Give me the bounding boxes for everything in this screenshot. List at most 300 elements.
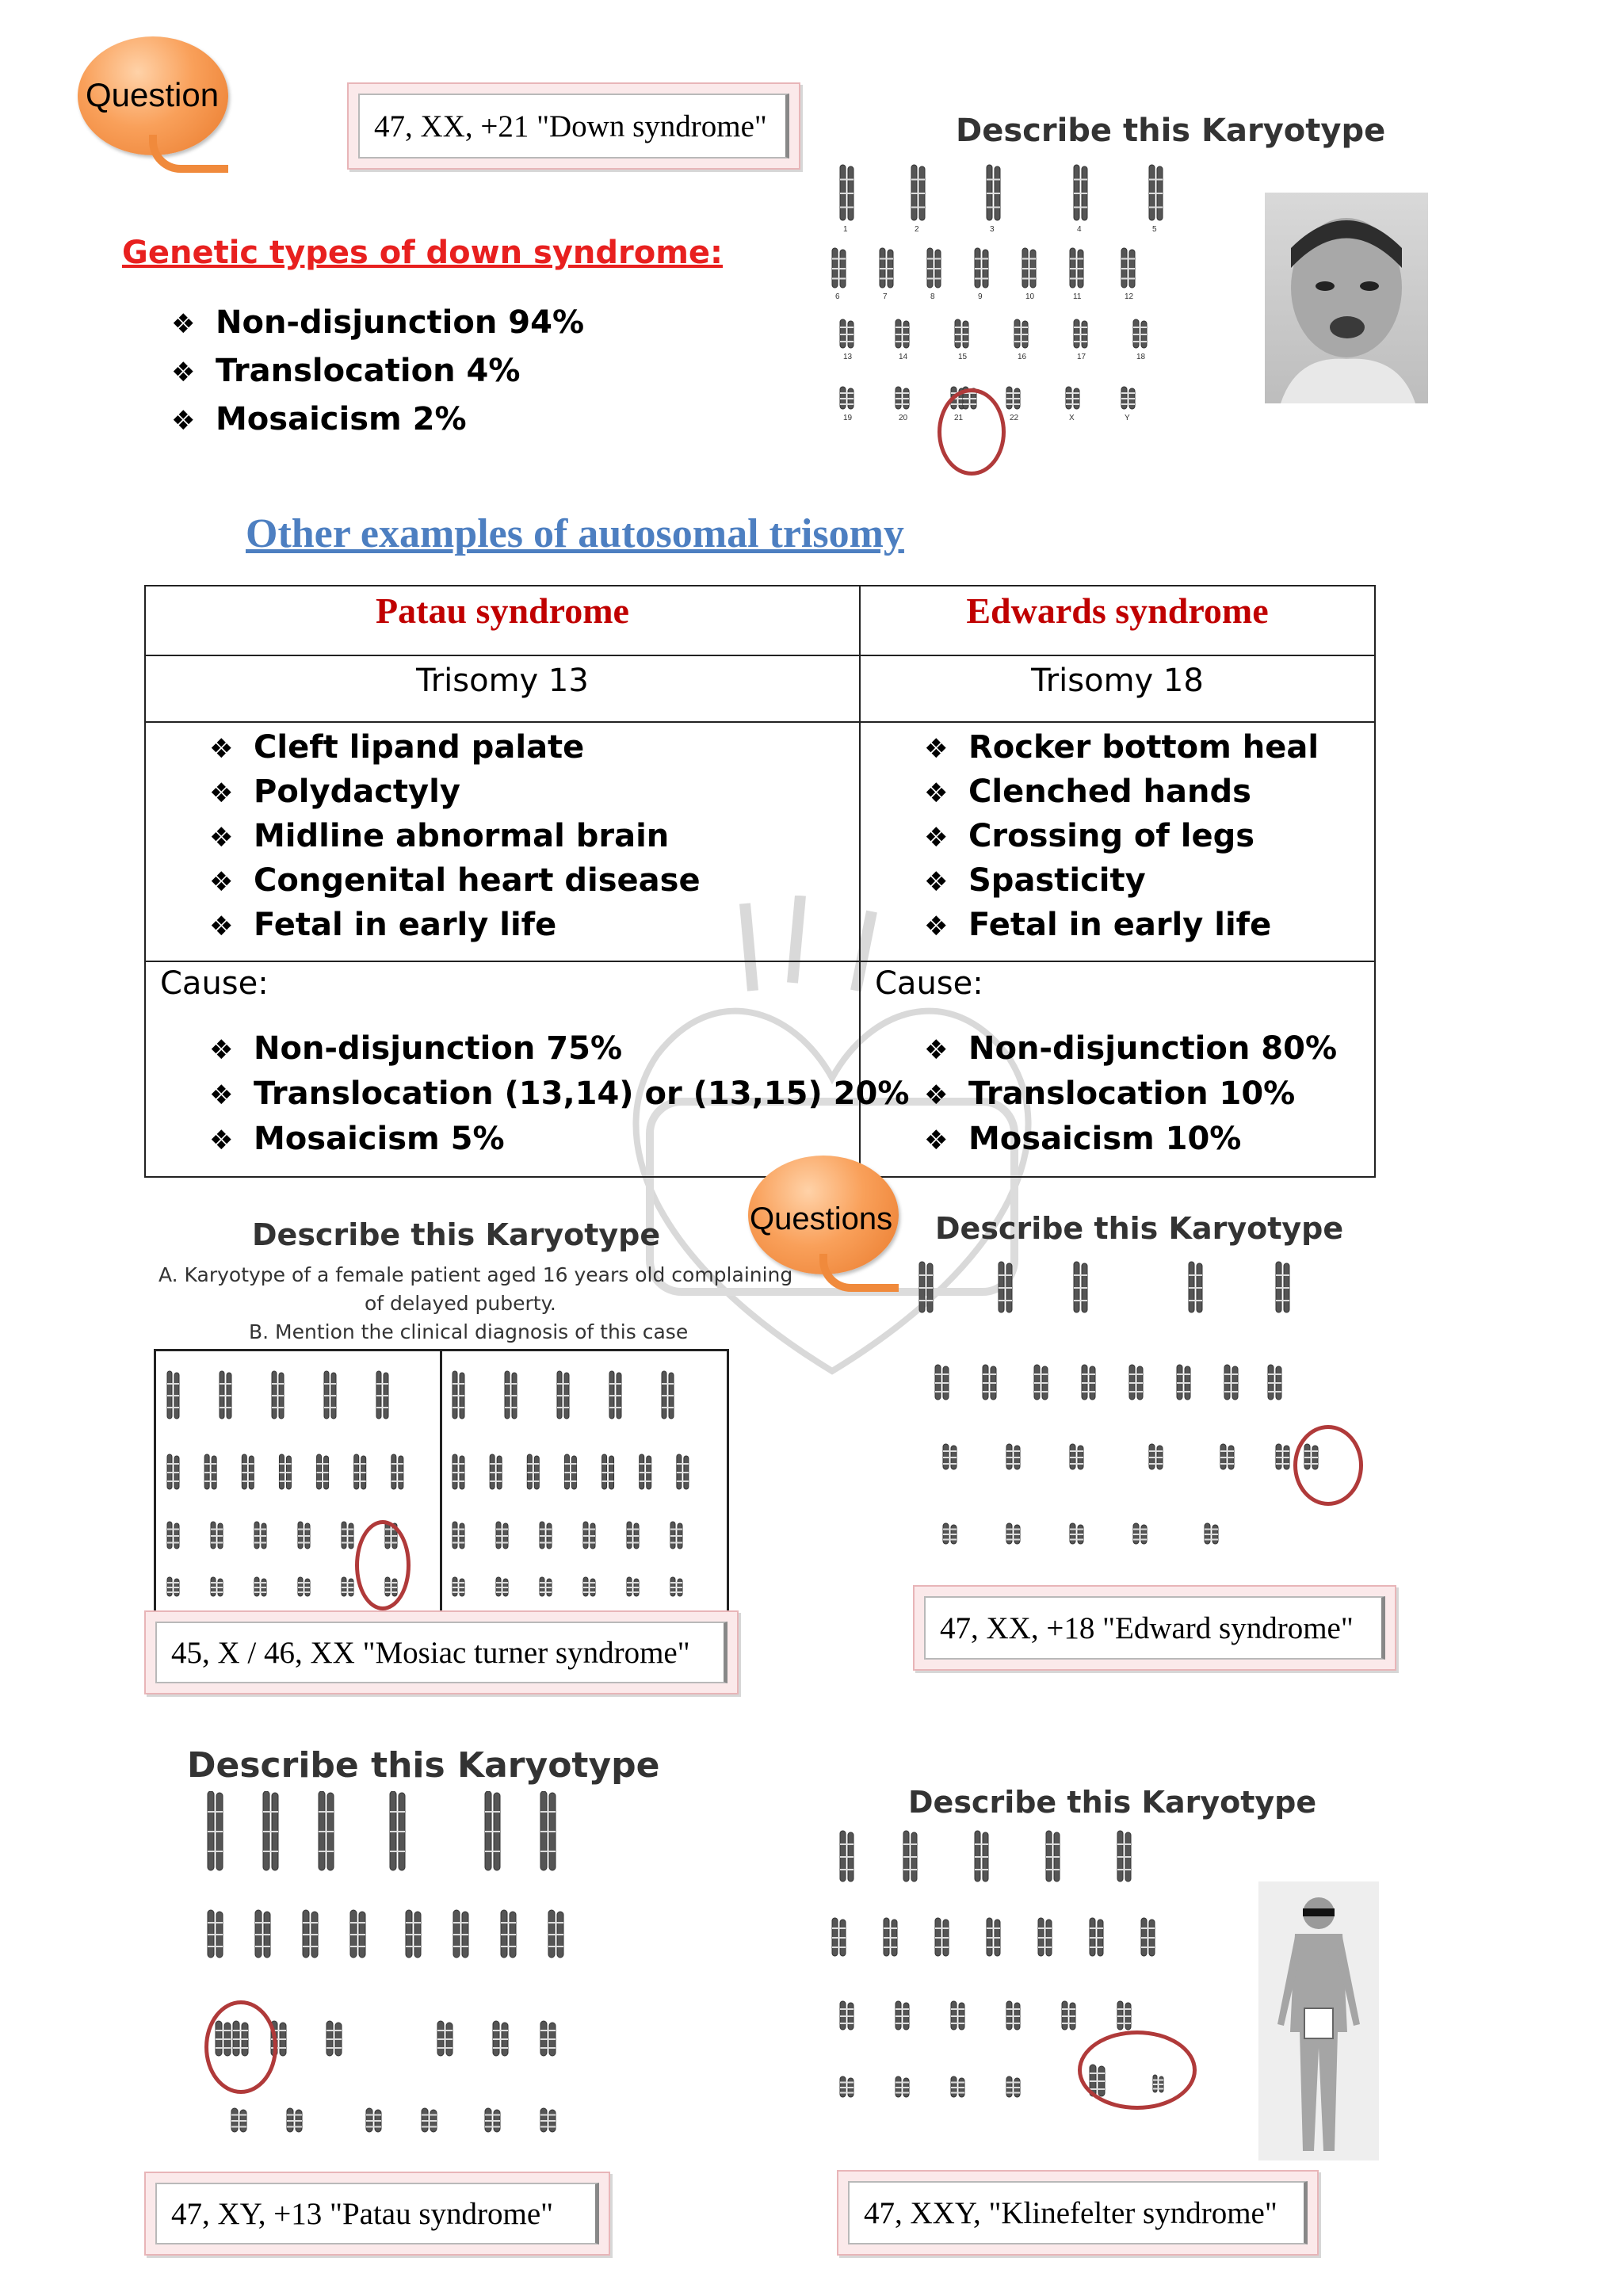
bullet-icon: ❖: [209, 1125, 234, 1156]
chromosome-band: [422, 2120, 437, 2122]
chromosome-band: [208, 1922, 223, 1924]
chromosome-band: [1133, 1534, 1147, 1535]
chromosome-band: [884, 1927, 897, 1929]
karyotype-image-turner: [154, 1349, 729, 1615]
chromosome-number-label: 14: [899, 353, 908, 361]
chromosome-band: [903, 1843, 917, 1845]
chromosome-band: [242, 1463, 254, 1465]
chromosome-band: [640, 1480, 651, 1482]
chromosome-band: [540, 1529, 552, 1530]
chromosome-band: [602, 1472, 614, 1473]
chromosome-band: [327, 2030, 342, 2031]
chromosome-band: [496, 1529, 508, 1530]
chromosome-band: [279, 1480, 291, 1482]
chromosome-band: [935, 1927, 949, 1929]
chromosome-band: [1006, 2087, 1020, 2088]
chromosome-band: [662, 1407, 674, 1408]
chromosome-band: [350, 1946, 365, 1947]
chromosome-band: [670, 1591, 682, 1593]
chromosome-band: [298, 1535, 310, 1537]
chromosome-band: [1121, 268, 1135, 269]
list-item: ❖ Mosaicism 2%: [171, 396, 584, 445]
chromosome-band: [840, 2008, 854, 2010]
chromosome-number-label: 22: [1010, 414, 1019, 422]
list-item: ❖ Clenched hands: [924, 770, 1319, 815]
chromosome-band: [1121, 278, 1135, 280]
answer-box-patau: [144, 2172, 610, 2256]
chromosome-band: [493, 2038, 508, 2040]
chromosome-band: [540, 1831, 556, 1832]
chromosome-band: [540, 2120, 556, 2122]
chromosome-band: [1062, 2008, 1075, 2010]
chromosome-band: [167, 1395, 179, 1396]
chromosome-band: [640, 1472, 651, 1473]
chromosome-band: [903, 1856, 917, 1858]
chromosome-band: [540, 1591, 552, 1593]
table-header-patau: Patau syndrome: [145, 586, 860, 655]
answer-text: 47, XX, +18 "Edward syndrome": [924, 1596, 1385, 1660]
chromosome-band: [496, 1591, 508, 1593]
chromosome-band: [208, 1811, 223, 1813]
chromosome-band: [317, 1472, 329, 1473]
chromosome-band: [1189, 1300, 1202, 1301]
chromosome-band: [896, 334, 909, 335]
chromosome-band: [231, 2120, 246, 2122]
chromosome-band: [1133, 334, 1147, 335]
table-cell-trisomy-13: Trisomy 13: [145, 655, 860, 722]
chromosome-band: [391, 1472, 403, 1473]
chromosome-band: [975, 258, 988, 260]
chromosome-band: [832, 1946, 846, 1948]
chromosome-band: [1121, 258, 1135, 260]
chromosome-band: [1121, 392, 1135, 394]
bullet-icon: ❖: [209, 866, 234, 898]
chromosome-band: [211, 1591, 223, 1593]
chromosome-number-label: X: [1069, 414, 1075, 422]
chromosome-band: [167, 1529, 179, 1530]
chromosome-band: [390, 1811, 405, 1813]
chromosome-band: [220, 1383, 231, 1385]
bullet-icon: ❖: [209, 777, 234, 809]
table-cell-patau-cause: [145, 961, 910, 1177]
chromosome-band: [496, 1535, 508, 1537]
chromosome-band: [1066, 392, 1079, 394]
chromosome-band: [840, 2082, 854, 2084]
chromosome-band: [1074, 207, 1087, 208]
chromosome-band: [627, 1542, 639, 1544]
bullet-icon: ❖: [171, 357, 196, 388]
chromosome-band: [208, 1946, 223, 1947]
chromosome-band: [505, 1407, 517, 1408]
chromosome-band: [167, 1587, 179, 1588]
table-cell-patau-features: [145, 722, 860, 961]
list-item: ❖ Translocation (13,14) or (13,15) 20%: [209, 1072, 909, 1117]
chromosome-band: [1074, 1300, 1087, 1301]
list-item: ❖ Spasticity: [924, 859, 1319, 904]
chromosome-band: [1038, 1946, 1052, 1948]
chromosome-band: [493, 2047, 508, 2049]
chromosome-band: [987, 1937, 1000, 1939]
chromosome-band: [1082, 1382, 1095, 1384]
chromosome-band: [485, 1851, 500, 1852]
chromosome-band: [204, 1463, 216, 1465]
chromosome-band: [204, 1480, 216, 1482]
chromosome-band: [208, 1851, 223, 1852]
chromosome-band: [298, 1591, 310, 1593]
chromosome-band: [319, 1831, 334, 1832]
chromosome-band: [583, 1582, 595, 1584]
chromosome-band: [242, 1480, 254, 1482]
chromosome-band: [1149, 1463, 1163, 1465]
chromosome-band: [1046, 1843, 1060, 1845]
chromosome-band: [935, 1946, 949, 1948]
chromosome-band: [840, 341, 854, 342]
chromosome-band: [1070, 1539, 1083, 1541]
chromosome-band: [527, 1463, 539, 1465]
chromosome-band: [896, 392, 909, 394]
chromosome-band: [272, 1383, 284, 1385]
chromosome-number-label: 19: [843, 414, 853, 422]
chromosome-band: [242, 1472, 254, 1473]
chromosome-band: [167, 1407, 179, 1408]
chromosome-band: [670, 1535, 682, 1537]
chromosome-band: [927, 268, 941, 269]
bullet-icon: ❖: [171, 405, 196, 437]
chromosome-band: [453, 1407, 464, 1408]
chromosome-band: [1006, 2008, 1020, 2010]
bullet-icon: ❖: [209, 1079, 234, 1111]
chromosome-band: [840, 1843, 854, 1845]
karyotype-title-klinefelter: Describe this Karyotype: [908, 1785, 1317, 1820]
chromosome-band: [943, 1534, 957, 1535]
chromosome-band: [1006, 398, 1020, 399]
chromosome-number-label: 2: [915, 225, 919, 234]
karyotype-image-down: [816, 157, 1212, 471]
chromosome-band: [540, 2115, 556, 2116]
chromosome-number-label: 11: [1073, 292, 1082, 301]
chromosome-band: [884, 1946, 897, 1948]
chromosome-band: [1224, 1382, 1238, 1384]
chromosome-band: [1268, 1373, 1281, 1375]
chromosome-band: [975, 268, 988, 269]
chromosome-band: [453, 1535, 464, 1537]
chromosome-band: [840, 403, 854, 405]
chromosome-band: [366, 2115, 381, 2116]
turner-question-a: A. Karyotype of a female patient aged 16 years old complaining: [158, 1263, 793, 1286]
chromosome-band: [254, 1587, 266, 1588]
chromosome-band: [1149, 193, 1163, 194]
trisomy-table: [144, 585, 1376, 1178]
chromosome-band: [1006, 2092, 1020, 2094]
chromosome-band: [366, 2120, 381, 2122]
chromosome-number-label: 3: [990, 225, 995, 234]
chromosome-band: [832, 258, 846, 260]
chromosome-band: [1276, 1287, 1289, 1289]
bullet-icon: ❖: [924, 822, 949, 854]
chromosome-number-label: 12: [1125, 292, 1134, 301]
karyotype-title-edwards: Describe this Karyotype: [935, 1211, 1344, 1246]
list-item: ❖ Non-disjunction 80%: [924, 1027, 1337, 1072]
list-item: ❖ Mosaicism 5%: [209, 1117, 909, 1163]
chromosome-band: [987, 207, 1000, 208]
chromosome-band: [342, 1529, 353, 1530]
chromosome-band: [1276, 1463, 1289, 1465]
chromosome-band: [1062, 2023, 1075, 2024]
chromosome-band: [627, 1582, 639, 1584]
chromosome-band: [354, 1472, 366, 1473]
chromosome-band: [1070, 258, 1083, 260]
chromosome-band: [1006, 2023, 1020, 2024]
chromosome-band: [540, 2126, 556, 2128]
chromosome-band: [677, 1472, 689, 1473]
chromosome-band: [485, 1811, 500, 1813]
chromosome-band: [453, 1463, 464, 1465]
patau-features-list: [209, 726, 701, 948]
chromosome-band: [987, 1946, 1000, 1948]
chromosome-band: [324, 1395, 336, 1396]
chromosome-band: [167, 1472, 179, 1473]
chromosome-band: [896, 398, 909, 399]
chromosome-band: [935, 1391, 949, 1392]
chromosome-band: [1034, 1373, 1048, 1375]
chromosome-band: [1224, 1391, 1238, 1392]
chromosome-band: [390, 1831, 405, 1832]
chromosome-band: [453, 1395, 464, 1396]
chromosome-band: [485, 2126, 500, 2128]
patient-photo-down: [1265, 193, 1428, 403]
chromosome-band: [1066, 403, 1079, 405]
chromosome-band: [1149, 179, 1163, 181]
chromosome-band: [935, 1382, 949, 1384]
chromosome-band: [1220, 1457, 1234, 1458]
chromosome-band: [557, 1383, 569, 1385]
chromosome-band: [1220, 1463, 1234, 1465]
answer-box-klinefelter: [837, 2170, 1319, 2256]
chromosome-band: [627, 1591, 639, 1593]
chromosome-band: [298, 1587, 310, 1588]
chromosome-band: [627, 1535, 639, 1537]
chromosome-band: [919, 1287, 933, 1289]
chromosome-band: [983, 1373, 996, 1375]
chromosome-band: [255, 1946, 270, 1947]
karyotype-title-turner: Describe this Karyotype: [252, 1217, 661, 1252]
bullet-icon: ❖: [924, 777, 949, 809]
chromosome-band: [903, 1869, 917, 1870]
chromosome-band: [540, 1587, 552, 1588]
chromosome-band: [832, 268, 846, 269]
chromosome-band: [1006, 1539, 1020, 1541]
chromosome-number-label: 9: [978, 292, 983, 301]
chromosome-band: [1189, 1274, 1202, 1276]
chromosome-band: [1141, 1937, 1155, 1939]
chromosome-band: [1038, 1927, 1052, 1929]
circled-chromosome-18: [1293, 1425, 1363, 1506]
chromosome-band: [327, 2038, 342, 2040]
chromosome-band: [485, 2115, 500, 2116]
chromosome-band: [564, 1480, 576, 1482]
chromosome-band: [951, 2023, 964, 2024]
chromosome-band: [955, 341, 968, 342]
chromosome-band: [354, 1463, 366, 1465]
chromosome-band: [453, 1587, 464, 1588]
chromosome-band: [1205, 1534, 1218, 1535]
chromosome-band: [540, 2038, 556, 2040]
chromosome-number-label: Y: [1125, 414, 1130, 422]
chromosome-band: [896, 2082, 909, 2084]
chromosome-band: [943, 1529, 957, 1530]
bullet-icon: ❖: [209, 822, 234, 854]
chromosome-band: [919, 1300, 933, 1301]
table-cell-trisomy-18: Trisomy 18: [860, 655, 1375, 722]
chromosome-band: [1070, 1457, 1083, 1458]
chromosome-band: [211, 1535, 223, 1537]
chromosome-band: [1006, 2015, 1020, 2017]
chromosome-band: [896, 2087, 909, 2088]
questions-bubble-label: Questions: [750, 1201, 893, 1236]
chromosome-band: [324, 1407, 336, 1408]
chromosome-band: [453, 1542, 464, 1544]
chromosome-band: [220, 1395, 231, 1396]
chromosome-band: [583, 1529, 595, 1530]
chromosome-band: [204, 1472, 216, 1473]
chromosome-band: [1070, 268, 1083, 269]
chromosome-band: [1074, 1274, 1087, 1276]
chromosome-band: [231, 2115, 246, 2116]
cause-label: Cause:: [875, 965, 983, 1002]
karyotype-image-patau: [184, 1791, 628, 2164]
circled-chromosome-xxy: [1078, 2030, 1197, 2110]
chromosome-band: [951, 2008, 964, 2010]
chromosome-number-label: 13: [843, 353, 853, 361]
chromosome-band: [254, 1535, 266, 1537]
chromosome-band: [501, 1934, 516, 1935]
chromosome-band: [911, 179, 925, 181]
chromosome-band: [1074, 193, 1087, 194]
chromosome-band: [342, 1591, 353, 1593]
chromosome-band: [896, 2008, 909, 2010]
chromosome-band: [406, 1934, 421, 1935]
list-item: ❖ Translocation 10%: [924, 1072, 1337, 1117]
chromosome-band: [548, 1934, 563, 1935]
bullet-icon: ❖: [924, 1079, 949, 1111]
chromosome-band: [840, 2087, 854, 2088]
chromosome-band: [1070, 278, 1083, 280]
chromosome-band: [485, 2120, 500, 2122]
chromosome-band: [935, 1373, 949, 1375]
chromosome-band: [527, 1480, 539, 1482]
list-item: ❖ Translocation 4%: [171, 348, 584, 396]
chromosome-band: [1205, 1539, 1218, 1541]
chromosome-band: [540, 1582, 552, 1584]
chromosome-band: [1014, 334, 1028, 335]
chromosome-number-label: 7: [883, 292, 888, 301]
cause-label: Cause:: [160, 965, 269, 1002]
chromosome-band: [840, 2023, 854, 2024]
chromosome-band: [1117, 1843, 1131, 1845]
circled-chromosome-21: [938, 388, 1006, 476]
chromosome-band: [505, 1395, 517, 1396]
chromosome-band: [342, 1587, 353, 1588]
bullet-icon: ❖: [171, 308, 196, 340]
chromosome-band: [911, 193, 925, 194]
chromosome-band: [272, 1395, 284, 1396]
chromosome-band: [1038, 1937, 1052, 1939]
answer-box-turner: [144, 1610, 739, 1694]
chromosome-band: [501, 1922, 516, 1924]
chromosome-band: [540, 2047, 556, 2049]
chromosome-band: [1006, 1534, 1020, 1535]
chromosome-band: [1090, 1937, 1103, 1939]
chromosome-band: [406, 1922, 421, 1924]
chromosome-band: [975, 1869, 988, 1870]
chromosome-number-label: 1: [843, 225, 848, 234]
chromosome-band: [896, 341, 909, 342]
chromosome-band: [1034, 1391, 1048, 1392]
bullet-icon: ❖: [924, 733, 949, 765]
chromosome-band: [220, 1407, 231, 1408]
chromosome-band: [1133, 1539, 1147, 1541]
chromosome-band: [1074, 341, 1087, 342]
chromosome-band: [840, 2015, 854, 2017]
chromosome-band: [211, 1582, 223, 1584]
chromosome-band: [1117, 1856, 1131, 1858]
chromosome-band: [255, 1922, 270, 1924]
chromosome-band: [496, 1542, 508, 1544]
chromosome-band: [602, 1480, 614, 1482]
chromosome-band: [1074, 327, 1087, 328]
chromosome-band: [583, 1587, 595, 1588]
chromosome-band: [287, 2115, 302, 2116]
chromosome-band: [662, 1395, 674, 1396]
chromosome-band: [662, 1383, 674, 1385]
chromosome-band: [1022, 258, 1036, 260]
patient-photo-klinefelter: [1258, 1881, 1379, 2160]
chromosome-band: [987, 193, 1000, 194]
chromosome-number-label: 18: [1136, 353, 1146, 361]
chromosome-band: [342, 1582, 353, 1584]
chromosome-band: [951, 2015, 964, 2017]
chromosome-band: [943, 1457, 957, 1458]
chromosome-band: [167, 1582, 179, 1584]
chromosome-band: [298, 1542, 310, 1544]
chromosome-band: [211, 1587, 223, 1588]
genetic-types-heading: Genetic types of down syndrome:: [122, 235, 724, 271]
chromosome-band: [1117, 2023, 1131, 2024]
chromosome-number-label: 20: [899, 414, 908, 422]
chromosome-band: [319, 1851, 334, 1852]
chromosome-band: [896, 2023, 909, 2024]
chromosome-band: [391, 1480, 403, 1482]
chromosome-band: [490, 1463, 502, 1465]
chromosome-band: [1070, 1534, 1083, 1535]
chromosome-band: [1121, 398, 1135, 399]
chromosome-band: [1006, 403, 1020, 405]
answer-box-down: [347, 82, 800, 170]
chromosome-band: [167, 1383, 179, 1385]
chromosome-band: [279, 1472, 291, 1473]
chromosome-band: [583, 1542, 595, 1544]
chromosome-band: [298, 1529, 310, 1530]
chromosome-band: [840, 327, 854, 328]
chromosome-band: [422, 2115, 437, 2116]
table-cell-edwards-cause: [860, 961, 1375, 1177]
other-examples-heading: Other examples of autosomal trisomy: [246, 511, 904, 556]
chromosome-band: [1074, 1287, 1087, 1289]
chromosome-band: [453, 1480, 464, 1482]
chromosome-band: [1046, 1869, 1060, 1870]
chromosome-band: [272, 1407, 284, 1408]
chromosome-band: [1205, 1529, 1218, 1530]
